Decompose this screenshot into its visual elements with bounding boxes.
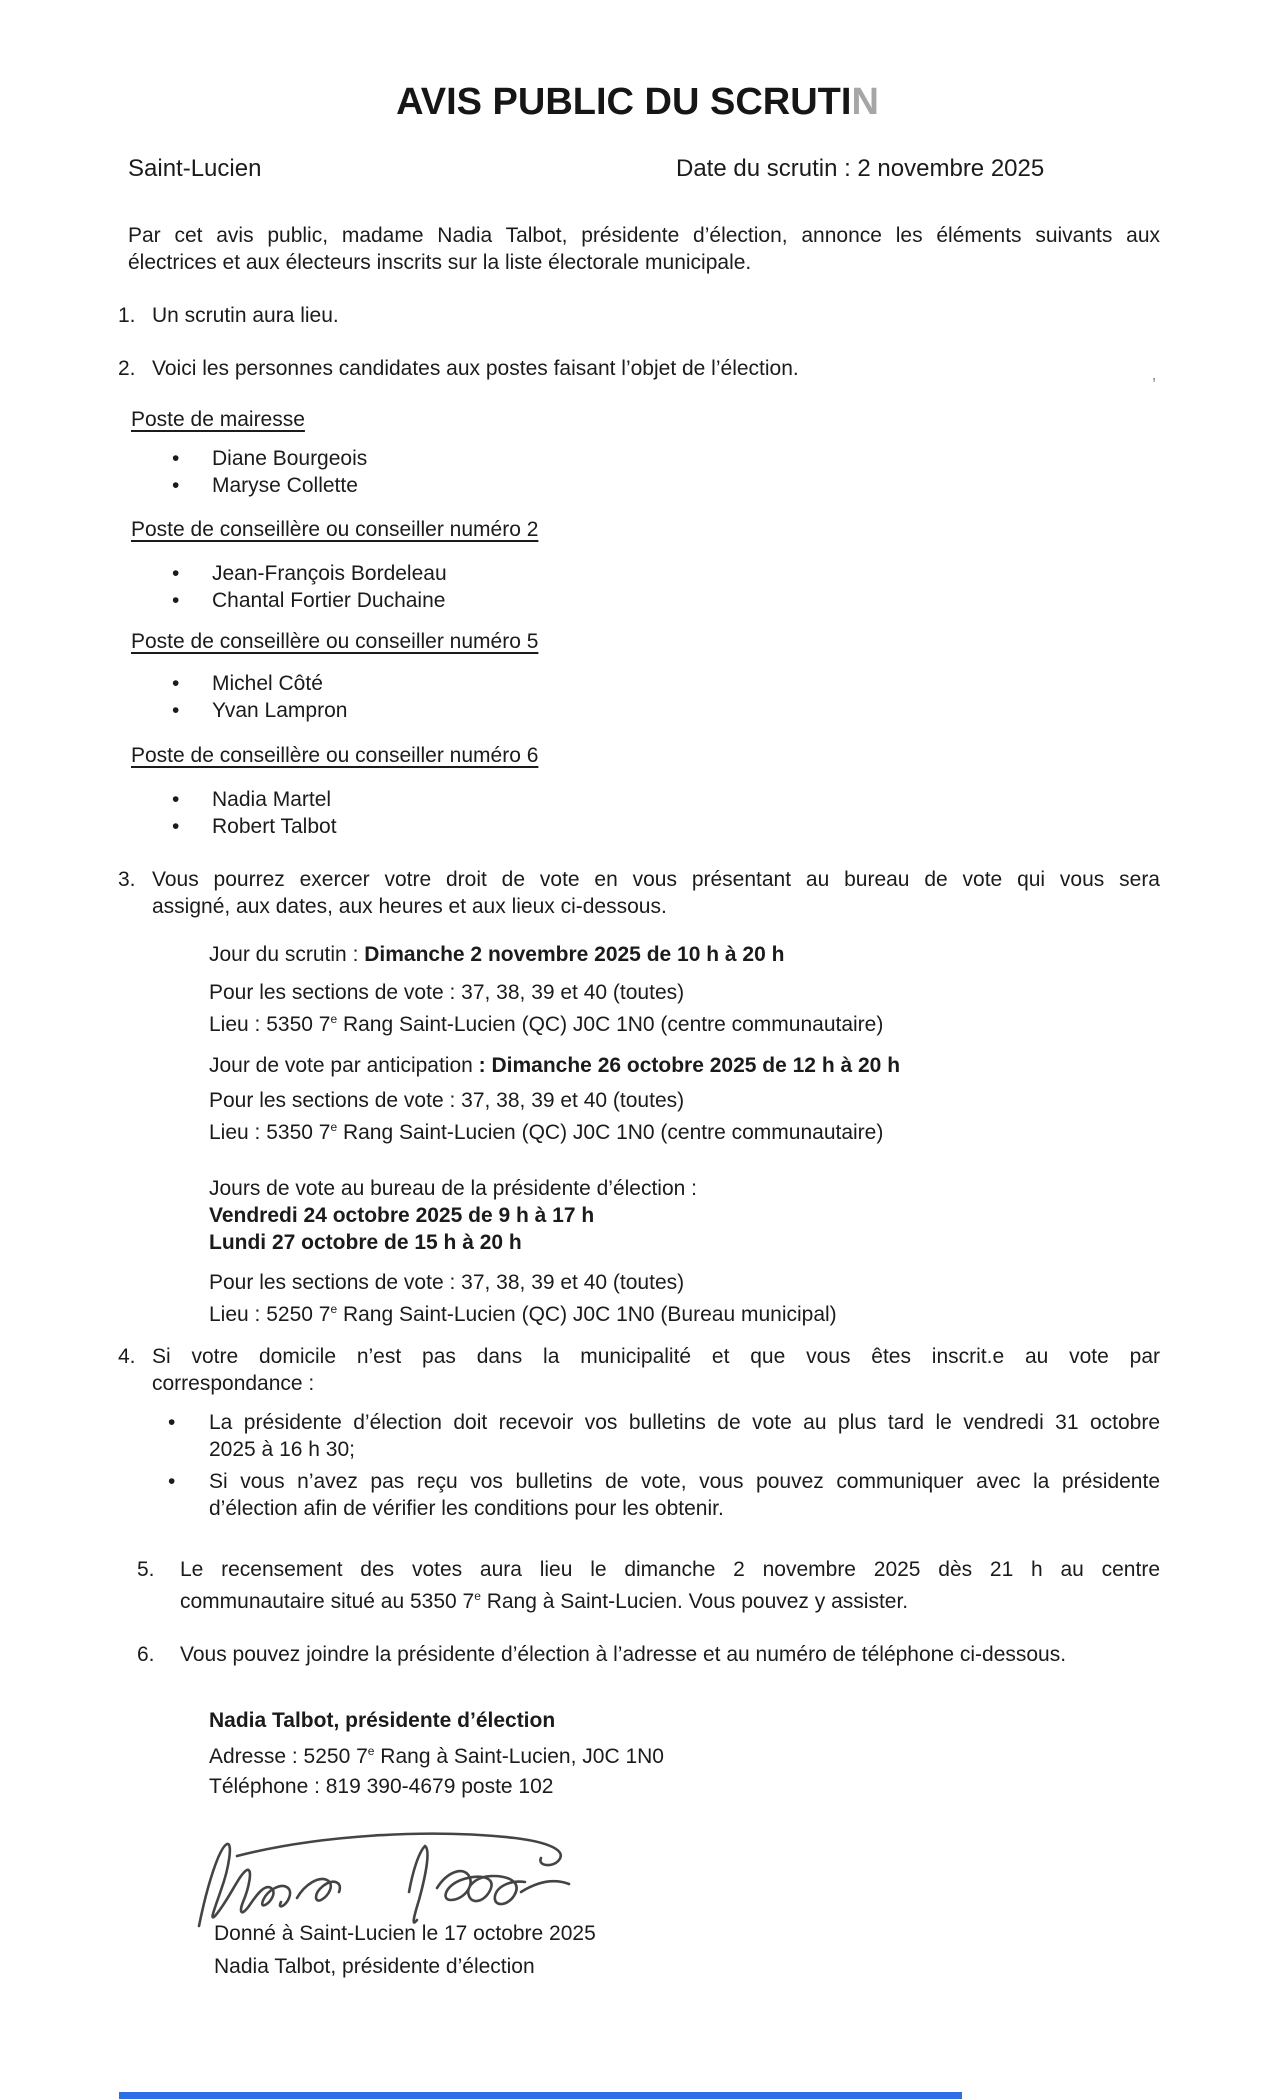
intro-line-1: Par cet avis public, madame Nadia Talbot, présidente d’élection, annonce les éléments suivants aux [128,224,1160,247]
candidate-name: Yvan Lampron [212,699,348,722]
schedule-heading: Jours de vote au bureau de la présidente d’élection : [209,1177,697,1200]
given-at-line: Donné à Saint-Lucien le 17 octobre 2025 [214,1922,596,1945]
schedule-date-1: Vendredi 24 octobre 2025 de 9 h à 17 h [209,1204,595,1227]
bottom-accent-bar [119,2092,962,2099]
candidate-name: Robert Talbot [212,815,337,838]
item-6 [137,1641,1066,1668]
item-3-paragraph [152,866,1160,920]
candidate-list-conseiller-5 [172,670,347,724]
page-title [0,80,1275,124]
candidate-row [172,472,367,499]
item-1-text: Un scrutin aura lieu. [152,304,339,327]
candidate-row [172,560,447,587]
item-5-number: 5. [137,1558,155,1581]
candidate-row [172,587,447,614]
schedule-sections: Pour les sections de vote : 37, 38, 39 et 40 (toutes) [209,1271,685,1294]
candidate-row [172,445,367,472]
contact-name: Nadia Talbot, présidente d’élection [209,1709,556,1732]
candidate-name: Diane Bourgeois [212,447,368,470]
candidate-name: Maryse Collette [212,474,358,497]
title-faded-letter: N [851,81,879,123]
contact-address: Adresse : 5250 7e Rang à Saint-Lucien, J0C 1N0 [209,1744,664,1768]
schedule-office-vote [209,1175,837,1328]
item-6-text: Vous pouvez joindre la présidente d’élection à l’adresse et au numéro de téléphone ci-dessous. [180,1643,1067,1666]
candidate-list-conseiller-2 [172,560,447,614]
item-2 [118,355,799,382]
item-5-line-1: Le recensement des votes aura lieu le dimanche 2 novembre 2025 dès 21 h au centre [180,1558,1160,1581]
item-5-paragraph [180,1556,1160,1615]
item-3-line-1: Vous pourrez exercer votre droit de vote en vous présentant au bureau de vote qui vous sera [152,868,1160,891]
contact-phone: Téléphone : 819 390-4679 poste 102 [209,1775,554,1798]
intro-paragraph [128,222,1160,276]
scan-artifact-tick: ’ [1152,375,1156,395]
mail-vote-bullets [168,1409,1160,1522]
post-heading-mairesse: Poste de mairesse [131,408,305,431]
bullet-line: 2025 à 16 h 30; [209,1438,355,1461]
schedule-advance-vote [209,1052,900,1146]
candidate-row [172,670,347,697]
schedule-heading: Jour de vote par anticipation : Dimanche 26 octobre 2025 de 12 h à 20 h [209,1054,901,1077]
item-1-number: 1. [118,304,136,327]
mail-vote-bullet-2 [168,1468,1160,1522]
item-5-line-2: communautaire situé au 5350 7e Rang à Saint-Lucien. Vous pouvez y assister. [180,1589,909,1613]
candidate-list-conseiller-6 [172,786,337,840]
item-3 [118,866,1160,920]
signer-line: Nadia Talbot, présidente d’élection [214,1955,535,1978]
item-2-text: Voici les personnes candidates aux postes faisant l’objet de l’élection. [152,357,799,380]
bullet-line: • La présidente d’élection doit recevoir vos bulletins de vote au plus tard le vendredi 31 octobre [209,1411,1160,1434]
item-1 [118,302,339,329]
schedule-heading: Jour du scrutin : Dimanche 2 novembre 2025 de 10 h à 20 h [209,943,785,966]
item-6-number: 6. [137,1643,155,1666]
contact-block [209,1706,664,1802]
intro-line-2: électrices et aux électeurs inscrits sur la liste électorale municipale. [128,251,752,274]
schedule-sections: Pour les sections de vote : 37, 38, 39 et 40 (toutes) [209,981,685,1004]
candidate-name: Nadia Martel [212,788,332,811]
bullet-line: • Si vous n’avez pas reçu vos bulletins de vote, vous pouvez communiquer avec la présidente [209,1470,1160,1493]
item-4-line-1: Si votre domicile n’est pas dans la municipalité et que vous êtes inscrit.e au vote par [152,1345,1160,1368]
mail-vote-bullet-1 [168,1409,1160,1463]
candidate-name: Chantal Fortier Duchaine [212,589,446,612]
schedule-location: Lieu : 5350 7e Rang Saint-Lucien (QC) J0C 1N0 (centre communautaire) [209,1120,884,1144]
candidate-row [172,813,337,840]
post-heading-conseiller-2: Poste de conseillère ou conseiller numéro 2 [131,518,539,541]
candidate-name: Michel Côté [212,672,323,695]
candidate-row [172,697,347,724]
schedule-election-day [209,941,883,1038]
post-heading-conseiller-5: Poste de conseillère ou conseiller numéro 5 [131,630,539,653]
title-text: AVIS PUBLIC DU SCRUTI [396,81,852,123]
municipality-label: Saint-Lucien [128,155,262,182]
item-4-paragraph [152,1343,1160,1397]
candidate-list-mairesse [172,445,367,499]
item-4-line-2: correspondance : [152,1372,315,1395]
item-5 [137,1556,1160,1615]
bullet-line: d’élection afin de vérifier les conditions pour les obtenir. [209,1497,724,1520]
candidate-name: Jean-François Bordeleau [212,562,447,585]
post-heading-conseiller-6: Poste de conseillère ou conseiller numéro 6 [131,744,539,767]
schedule-location: Lieu : 5350 7e Rang Saint-Lucien (QC) J0C 1N0 (centre communautaire) [209,1012,884,1036]
item-4-number: 4. [118,1345,136,1368]
scrutin-date-label: Date du scrutin : 2 novembre 2025 [676,155,1045,182]
schedule-location: Lieu : 5250 7e Rang Saint-Lucien (QC) J0C 1N0 (Bureau municipal) [209,1302,837,1326]
item-4 [118,1343,1160,1397]
schedule-sections: Pour les sections de vote : 37, 38, 39 et 40 (toutes) [209,1089,685,1112]
candidate-row [172,786,337,813]
schedule-date-2: Lundi 27 octobre de 15 h à 20 h [209,1231,522,1254]
item-3-number: 3. [118,868,136,891]
item-3-line-2: assigné, aux dates, aux heures et aux lieux ci-dessous. [152,895,667,918]
item-2-number: 2. [118,357,136,380]
